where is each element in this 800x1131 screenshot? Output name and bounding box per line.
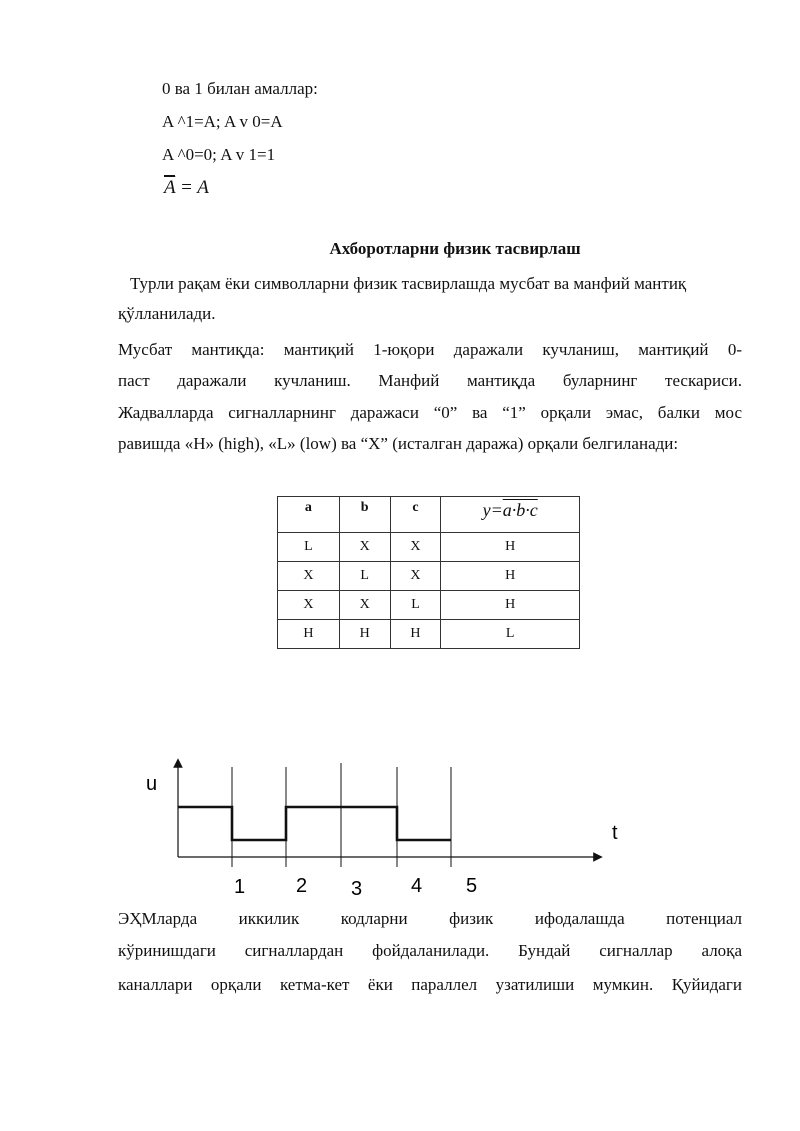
interval-label-4: 4 <box>411 875 423 897</box>
table-cell: L <box>339 562 390 591</box>
header-formula: y=a·b·c <box>441 497 580 533</box>
para1-line1: Турли рақам ёки символларни физик тасвирлашда мусбат ва манфий мантиқ <box>130 274 687 293</box>
table-row <box>278 562 580 591</box>
para2-line2: паст даражали кучланиш. Манфий мантиқда буларнинг тескариси. <box>118 371 742 390</box>
table-cell: L <box>278 533 340 562</box>
identity-overlined-var: $\overline{A}$ <box>164 177 176 198</box>
ops-title: 0 ва 1 билан амаллар: <box>162 79 318 98</box>
table-cell: H <box>441 533 580 562</box>
table-cell: H <box>278 620 340 649</box>
para2-line1: Мусбат мантиқда: мантиқий 1-юқори даражали кучланиш, мантиқий 0- <box>118 340 742 359</box>
table-cell: H <box>339 620 390 649</box>
para3-line3: каналлари орқали кетма-кет ёки параллел узатилиши мумкин. Қуйидаги <box>118 975 742 994</box>
x-axis-label: t <box>612 822 618 844</box>
y-axis-label: u <box>146 773 158 795</box>
signal-timing-diagram <box>140 755 620 905</box>
header-b: b <box>339 497 390 533</box>
table-cell: H <box>390 620 441 649</box>
table-cell: X <box>278 562 340 591</box>
para3-line1: ЭҲМларда иккилик кодларни физик ифодалашда потенциал <box>118 909 742 928</box>
double-negation-identity <box>164 178 209 198</box>
interval-label-5: 5 <box>466 875 478 897</box>
ops-line-2: A ^0=0; A v 1=1 <box>162 145 276 164</box>
table-cell: X <box>339 591 390 620</box>
table-cell: L <box>441 620 580 649</box>
table-row <box>278 620 580 649</box>
table-cell: H <box>441 591 580 620</box>
para2-line4: равишда «H» (high), «L» (low) ва “X” (исталган даража) орқали белгиланади: <box>118 434 679 453</box>
signal-waveform <box>178 807 451 840</box>
section-heading: Ахборотларни физик тасвирлаш <box>329 239 581 258</box>
identity-rest: = A <box>175 177 209 198</box>
interval-label-2: 2 <box>296 875 308 897</box>
para3-line2: кўринишдаги сигналлардан фойдаланилади. Бундай сигналлар алоқа <box>118 941 742 960</box>
table-row <box>278 591 580 620</box>
table-cell: X <box>278 591 340 620</box>
interval-label-3: 3 <box>351 878 363 900</box>
header-c: c <box>390 497 441 533</box>
header-a: a <box>278 497 340 533</box>
table-header-row <box>278 497 580 533</box>
table-cell: X <box>390 533 441 562</box>
ops-line-1: A ^1=A; A v 0=A <box>162 112 283 131</box>
interval-label-1: 1 <box>234 876 246 898</box>
table-cell: L <box>390 591 441 620</box>
table-cell: X <box>390 562 441 591</box>
table-row <box>278 533 580 562</box>
truth-table <box>277 496 580 649</box>
table-cell: X <box>339 533 390 562</box>
para2-line3: Жадвалларда сигналларнинг даражаси “0” ва “1” орқали эмас, балки мос <box>118 403 742 422</box>
table-cell: H <box>441 562 580 591</box>
para1-line2: қўлланилади. <box>118 304 216 323</box>
